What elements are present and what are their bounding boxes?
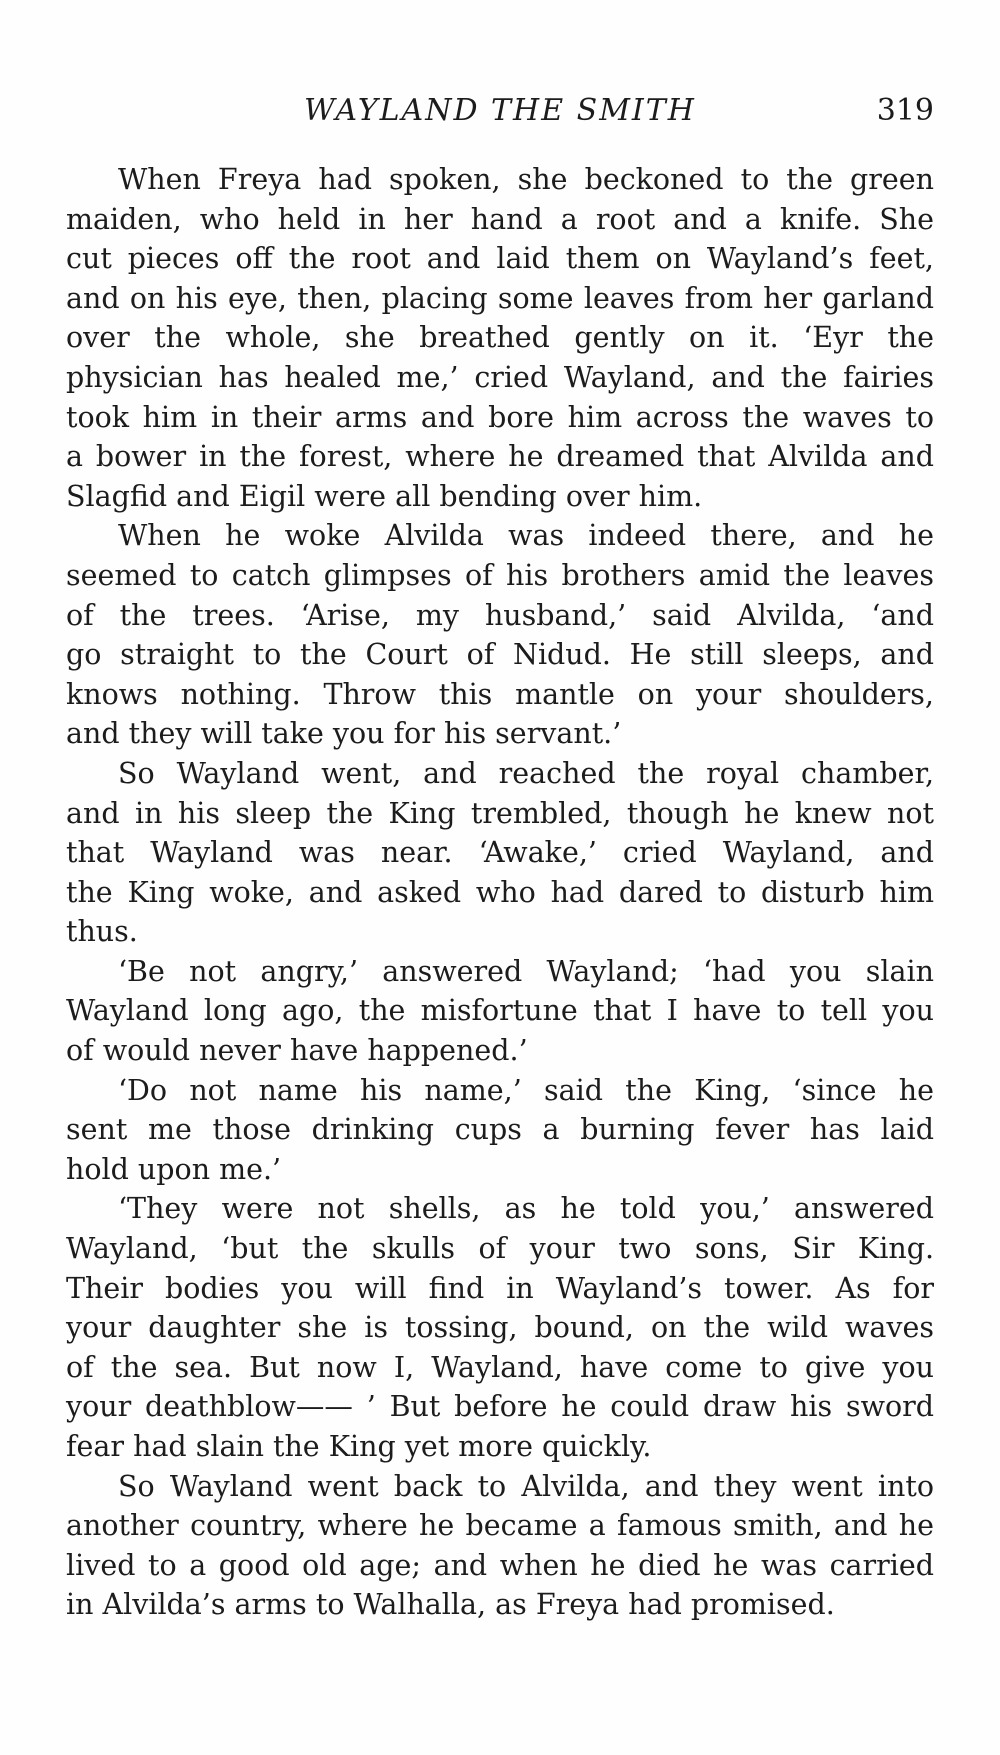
page-number: 319 <box>876 93 934 128</box>
text-line: of would never have happened.’ <box>66 1034 528 1068</box>
text-line: that Wayland was near. ‘Awake,’ cried Wayland, and <box>66 836 934 870</box>
text-line: So Wayland went, and reached the royal chamber, <box>118 756 934 790</box>
text-line: a bower in the forest, where he dreamed that Alvilda and <box>66 440 934 474</box>
running-title: WAYLAND THE SMITH <box>304 93 696 128</box>
text-line: hold upon me.’ <box>66 1152 282 1186</box>
text-line: of the sea. But now I, Wayland, have come to give you <box>66 1350 934 1384</box>
text-line: the King woke, and asked who had dared to disturb him <box>66 875 934 909</box>
text-line: ‘They were not shells, as he told you,’ answered <box>118 1192 934 1226</box>
text-line: Their bodies you will find in Wayland’s tower. As for <box>66 1271 934 1305</box>
text-line: and on his eye, then, placing some leaves from her garland <box>66 281 934 315</box>
text-line: When Freya had spoken, she beckoned to the green <box>118 163 934 196</box>
text-line: cut pieces off the root and laid them on Wayland’s feet, <box>66 242 934 276</box>
text-line: Wayland long ago, the misfortune that I have to tell you <box>66 994 934 1028</box>
paragraph <box>66 160 934 516</box>
paragraph <box>66 516 934 754</box>
text-line: your deathblow—— ’ But before he could draw his sword <box>66 1390 934 1424</box>
text-line: Slagfid and Eigil were all bending over him. <box>66 479 703 513</box>
text-line: go straight to the Court of Nidud. He still sleeps, and <box>66 638 934 672</box>
text-line: knows nothing. Throw this mantle on your shoulders, <box>66 677 934 711</box>
text-line: and they will take you for his servant.’ <box>66 717 622 751</box>
text-line: physician has healed me,’ cried Wayland, and the fairies <box>66 360 934 394</box>
paragraph <box>66 1467 934 1625</box>
paragraph <box>66 1071 934 1190</box>
text-line: ‘Be not angry,’ answered Wayland; ‘had you slain <box>118 954 934 988</box>
paragraph <box>66 754 934 952</box>
text-line: When he woke Alvilda was indeed there, and he <box>118 519 934 553</box>
text-line: fear had slain the King yet more quickly. <box>66 1430 652 1463</box>
text-line: thus. <box>66 915 138 949</box>
text-line: over the whole, she breathed gently on it. ‘Eyr the <box>66 321 934 355</box>
text-line: in Alvilda’s arms to Walhalla, as Freya had promised. <box>66 1588 835 1622</box>
body-text <box>66 160 934 1625</box>
text-line: another country, where he became a famous smith, and he <box>66 1509 934 1543</box>
text-line: ‘Do not name his name,’ said the King, ‘since he <box>118 1073 934 1107</box>
text-line: and in his sleep the King trembled, though he knew not <box>66 796 934 830</box>
running-head <box>66 88 934 134</box>
text-line: took him in their arms and bore him across the waves to <box>66 400 934 434</box>
text-line: lived to a good old age; and when he died he was carried <box>66 1548 934 1582</box>
text-line: maiden, who held in her hand a root and a knife. She <box>66 202 934 236</box>
text-line: your daughter she is tossing, bound, on the wild waves <box>66 1311 934 1345</box>
text-line: So Wayland went back to Alvilda, and they went into <box>118 1469 934 1503</box>
text-line: Wayland, ‘but the skulls of your two sons, Sir King. <box>66 1232 934 1266</box>
text-line: of the trees. ‘Arise, my husband,’ said Alvilda, ‘and <box>66 598 934 632</box>
paragraph <box>66 952 934 1071</box>
text-line: sent me those drinking cups a burning fever has laid <box>66 1113 934 1147</box>
text-line: seemed to catch glimpses of his brothers amid the leaves <box>66 558 934 592</box>
paragraph <box>66 1189 934 1466</box>
